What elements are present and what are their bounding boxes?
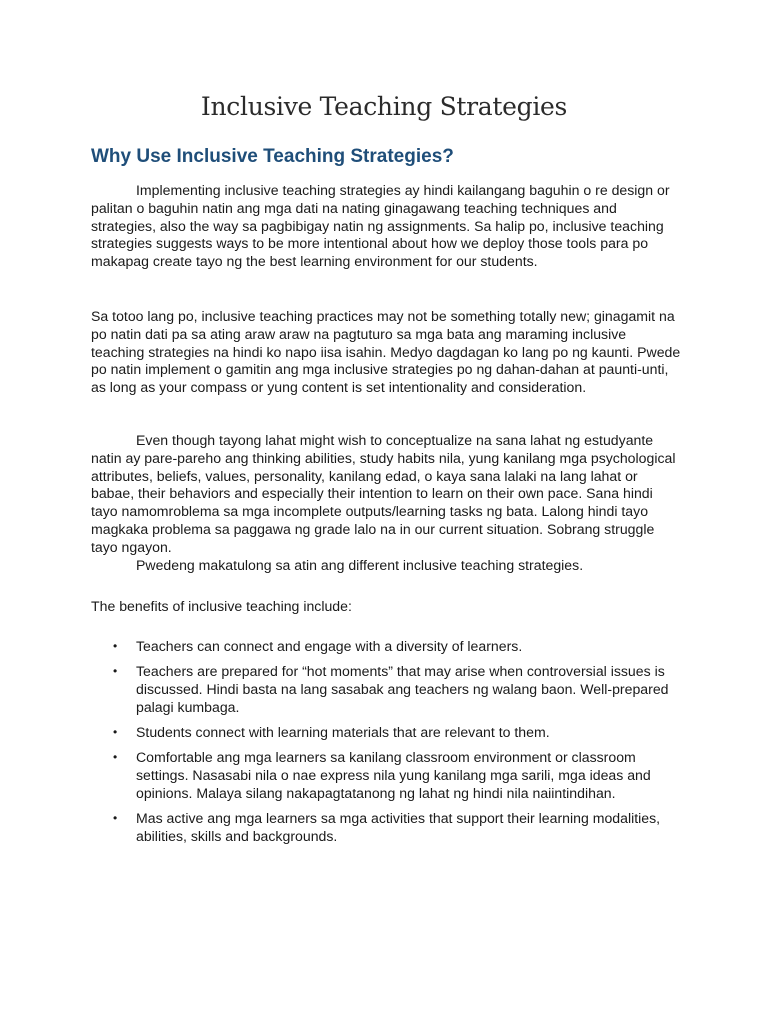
- bullet-icon: •: [113, 725, 118, 740]
- section-heading: Why Use Inclusive Teaching Strategies?: [91, 146, 454, 167]
- paragraph-intro: Implementing inclusive teaching strategies ay hindi kailangang baguhin o re design or palitan o baguhin natin ang mga dati na nating ginagawang teaching techniques and strategies, also the way sa pagbibigay natin ng assignments. Sa halip po, inclusive teaching strategies suggests ways to be more intentional about how we deploy those tools para po makapag create tayo ng the best learning environment for our students.: [91, 182, 670, 270]
- list-item: [91, 724, 683, 742]
- list-item-text: Comfortable ang mga learners sa kanilang classroom environment or classroom settings. Nasasabi nila o nae express nila yung kanilang mga sarili, mga ideas and opinions. Malaya silang nakapagtatanong ng lahat ng hindi nila naiintindihan.: [136, 749, 651, 802]
- paragraph-students: Even though tayong lahat might wish to conceptualize na sana lahat ng estudyante natin ay pare-pareho ang thinking abilities, study habits nila, yung kanilang mga psychological attributes, beliefs, values, personality, kanilang edad, o kaya sana lalaki na lang lahat or babae, their behaviors and especially their intention to learn on their own pace. Sana hindi tayo namomroblema sa mga incomplete outputs/learning tasks ng bata. Lalong hindi tayo magkaka problema sa paggawa ng grade lalo na in our current situation. Sobrang struggle tayo ngayon.: [91, 432, 676, 555]
- list-item-text: Mas active ang mga learners sa mga activities that support their learning modalities, abilities, skills and backgrounds.: [136, 810, 661, 845]
- list-item-text: Teachers can connect and engage with a diversity of learners.: [136, 638, 523, 654]
- bullet-icon: •: [113, 811, 118, 826]
- page-title: Inclusive Teaching Strategies: [200, 92, 568, 121]
- benefits-list: [91, 638, 683, 853]
- paragraph-practices: Sa totoo lang po, inclusive teaching practices may not be something totally new; ginagamit na po natin dati pa sa ating araw araw na pagtuturo sa mga bata ang maraming inclusive teaching strategies na hindi ko napo iisa isahin. Medyo dagdagan ko lang po ng kaunti. Pwede po natin implement o gamitin ang mga inclusive strategies po ng dahan-dahan at paunti-unti, as long as your compass or yung content is set intentionality and consideration.: [91, 308, 681, 396]
- bullet-icon: •: [113, 750, 118, 765]
- list-item-text: Teachers are prepared for “hot moments” that may arise when controversial issues is discussed. Hindi basta na lang sasabak ang teachers ng walang baon. Well-prepared palagi kumbaga.: [136, 663, 669, 715]
- list-item-text: Students connect with learning materials that are relevant to them.: [136, 724, 550, 741]
- list-item: [91, 749, 683, 802]
- paragraph-benefits-intro: The benefits of inclusive teaching include:: [91, 598, 352, 614]
- bullet-icon: •: [113, 639, 118, 653]
- list-item: [91, 663, 683, 716]
- bullet-icon: •: [113, 664, 118, 679]
- list-item: [91, 810, 683, 846]
- list-item: [91, 638, 683, 656]
- paragraph-strategies-help: Pwedeng makatulong sa atin ang different inclusive teaching strategies.: [136, 557, 584, 573]
